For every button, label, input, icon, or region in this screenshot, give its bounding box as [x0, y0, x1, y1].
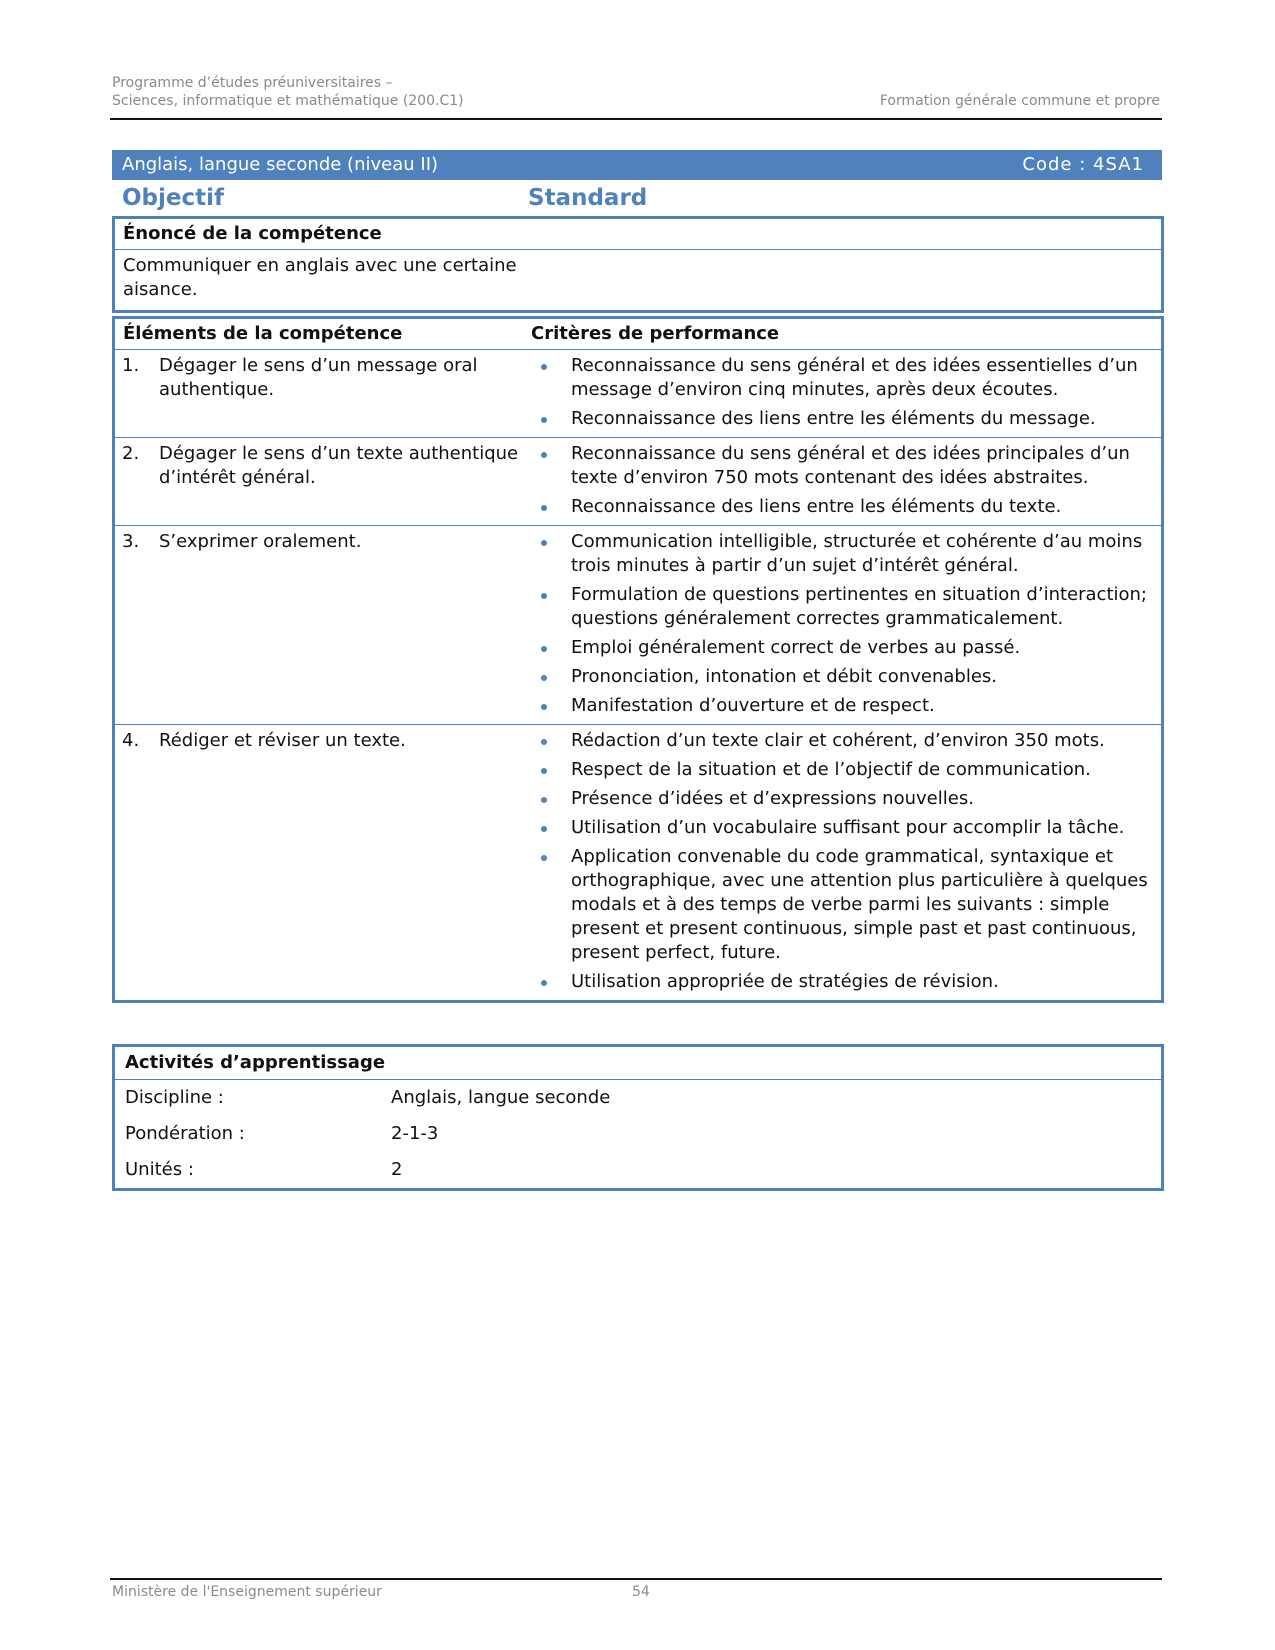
- criteria-item: [535, 583, 1161, 631]
- element-text: Dégager le sens d’un message oral authentique.: [159, 355, 478, 400]
- bullet-icon: [541, 593, 547, 599]
- page-header: [110, 74, 1162, 120]
- criteria-item: [535, 407, 1161, 431]
- criteria-text: Reconnaissance du sens général et des idées principales d’un texte d’environ 750 mots contenant des idées abstraites.: [571, 443, 1130, 488]
- criteria-item: [535, 787, 1161, 811]
- criteria-text: Formulation de questions pertinentes en situation d’interaction; questions généralement correctes grammaticalement.: [571, 584, 1147, 629]
- criteria-list: [535, 438, 1161, 525]
- activite-label: Unités :: [125, 1159, 194, 1180]
- activite-label: Discipline :: [125, 1087, 224, 1108]
- column-headings: [112, 182, 1162, 214]
- program-title: [112, 74, 464, 110]
- element-number: 4.: [122, 730, 140, 751]
- program-title-line2: Sciences, informatique et mathématique (200.C1): [112, 93, 464, 109]
- activite-row-ponderation: [115, 1116, 1161, 1152]
- criteria-text: Prononciation, intonation et débit convenables.: [571, 666, 997, 687]
- criteria-text: Manifestation d’ouverture et de respect.: [571, 695, 935, 716]
- criteria-text: Reconnaissance des liens entre les éléments du message.: [571, 408, 1096, 429]
- elements-table: [112, 316, 1164, 1003]
- activites-heading: Activités d’apprentissage: [115, 1047, 1161, 1080]
- criteria-item: [535, 729, 1161, 753]
- bullet-icon: [541, 505, 547, 511]
- bullet-icon: [541, 797, 547, 803]
- table-row: [115, 438, 1161, 526]
- course-title: Anglais, langue seconde (niveau II): [122, 154, 439, 175]
- bullet-icon: [541, 675, 547, 681]
- activites-box: [112, 1044, 1164, 1191]
- elements-heading: Éléments de la compétence: [123, 323, 403, 344]
- table-row: [115, 526, 1161, 725]
- bullet-icon: [541, 417, 547, 423]
- table-row: [115, 725, 1161, 1000]
- element-text: Dégager le sens d’un texte authentique d’intérêt général.: [159, 443, 519, 488]
- bullet-icon: [541, 452, 547, 458]
- criteria-item: [535, 442, 1161, 490]
- bullet-icon: [541, 739, 547, 745]
- criteria-item: [535, 845, 1161, 965]
- table-row: [115, 350, 1161, 438]
- element-number: 2.: [122, 443, 140, 464]
- enonce-text: Communiquer en anglais avec une certaine aisance.: [123, 255, 517, 300]
- standard-heading: Standard: [528, 185, 648, 211]
- elements-table-header: [115, 319, 1161, 350]
- criteria-list: [535, 725, 1161, 1000]
- activite-value: Anglais, langue seconde: [391, 1087, 611, 1108]
- criteria-item: [535, 694, 1161, 718]
- criteria-text: Respect de la situation et de l’objectif de communication.: [571, 759, 1091, 780]
- bullet-icon: [541, 826, 547, 832]
- section-title: Formation générale commune et propre: [879, 93, 1160, 109]
- page-footer: [110, 1578, 1162, 1604]
- element-number: 1.: [122, 355, 140, 376]
- bullet-icon: [541, 540, 547, 546]
- objectif-heading: Objectif: [122, 185, 225, 211]
- criteria-text: Reconnaissance des liens entre les éléments du texte.: [571, 496, 1062, 517]
- criteria-item: [535, 970, 1161, 994]
- criteria-text: Application convenable du code grammatical, syntaxique et orthographique, avec une attention plus particulière à quelques modals et à des temps de verbe parmi les suivants : simple present et present continuous, simple past et past continuous, present perfect, future.: [571, 846, 1148, 963]
- criteria-item: [535, 354, 1161, 402]
- element-text: S’exprimer oralement.: [159, 531, 362, 552]
- footer-ministry: Ministère de l'Enseignement supérieur: [112, 1584, 382, 1600]
- criteria-item: [535, 636, 1161, 660]
- bullet-icon: [541, 364, 547, 370]
- activite-value: 2: [391, 1159, 403, 1180]
- bullet-icon: [541, 768, 547, 774]
- element-number: 3.: [122, 531, 140, 552]
- bullet-icon: [541, 646, 547, 652]
- criteria-heading: Critères de performance: [531, 323, 780, 344]
- criteria-text: Reconnaissance du sens général et des idées essentielles d’un message d’environ cinq minutes, après deux écoutes.: [571, 355, 1138, 400]
- criteria-item: [535, 665, 1161, 689]
- bullet-icon: [541, 855, 547, 861]
- activite-row-discipline: [115, 1080, 1161, 1116]
- criteria-text: Utilisation d’un vocabulaire suffisant pour accomplir la tâche.: [571, 817, 1125, 838]
- criteria-item: [535, 530, 1161, 578]
- criteria-list: [535, 526, 1161, 724]
- program-title-line1: Programme d’études préuniversitaires –: [112, 75, 393, 91]
- criteria-item: [535, 816, 1161, 840]
- page-number: 54: [632, 1584, 650, 1600]
- criteria-item: [535, 758, 1161, 782]
- activite-label: Pondération :: [125, 1123, 245, 1144]
- course-title-bar: [112, 150, 1162, 180]
- bullet-icon: [541, 980, 547, 986]
- activite-value: 2-1-3: [391, 1123, 439, 1144]
- activite-row-unites: [115, 1152, 1161, 1188]
- enonce-box: [112, 216, 1164, 313]
- criteria-item: [535, 495, 1161, 519]
- criteria-text: Rédaction d’un texte clair et cohérent, d’environ 350 mots.: [571, 730, 1105, 751]
- bullet-icon: [541, 704, 547, 710]
- course-code: Code : 4SA1: [1022, 154, 1144, 175]
- criteria-text: Communication intelligible, structurée et cohérente d’au moins trois minutes à partir d’un sujet d’intérêt général.: [571, 531, 1143, 576]
- criteria-text: Emploi généralement correct de verbes au passé.: [571, 637, 1021, 658]
- enonce-heading: Énoncé de la compétence: [115, 219, 1161, 250]
- criteria-text: Utilisation appropriée de stratégies de révision.: [571, 971, 999, 992]
- criteria-list: [535, 350, 1161, 437]
- criteria-text: Présence d’idées et d’expressions nouvelles.: [571, 788, 974, 809]
- element-text: Rédiger et réviser un texte.: [159, 730, 406, 751]
